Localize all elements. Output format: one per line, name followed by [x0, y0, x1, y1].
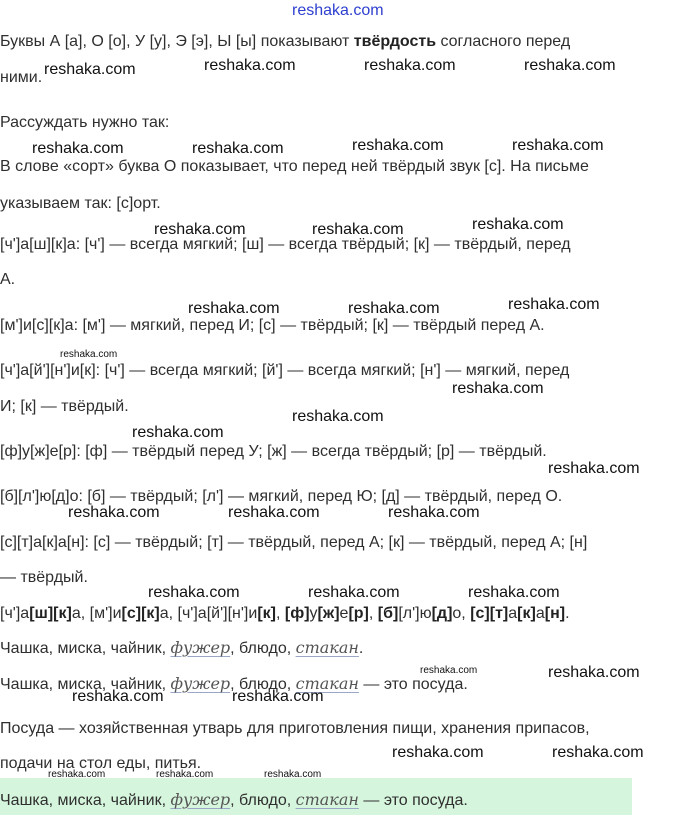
summary-bold-segment: [ж]: [317, 605, 340, 622]
analysis-chaynik-1: [ч']а[й'][н']и[к]: [ч'] — всегда мягкий; [й'] — всегда мягкий; [н'] — мягкий, перед: [0, 362, 570, 379]
watermark[interactable]: reshaka.com: [472, 216, 564, 233]
watermark-top[interactable]: reshaka.com: [292, 2, 384, 19]
watermark-small[interactable]: reshaka.com: [264, 769, 322, 780]
sort-line-2: указываем так: [с]орт.: [0, 195, 161, 212]
analysis-miska: [м']и[с][к]а: [м'] — мягкий, перед И; [с] — твёрдый; [к] — твёрдый перед А.: [0, 317, 545, 334]
answer-text: Чашка, миска, чайник,: [0, 792, 171, 809]
watermark[interactable]: reshaka.com: [552, 744, 644, 761]
intro-line-1: [0, 32, 570, 52]
summary-bold-segment: [д]: [431, 605, 453, 622]
watermark[interactable]: reshaka.com: [44, 61, 136, 78]
watermark[interactable]: reshaka.com: [392, 744, 484, 761]
analysis-bliudo: [б][л']ю[д]о: [б] — твёрдый; [л'] — мягкий, перед Ю; [д] — твёрдый, перед О.: [0, 488, 563, 505]
analysis-chashka-1: [ч']а[ш][к]а: [ч'] — всегда мягкий; [ш] — всегда твёрдый; [к] — твёрдый, перед: [0, 236, 571, 253]
watermark[interactable]: reshaka.com: [228, 504, 320, 521]
intro-bold: твёрдость: [353, 33, 437, 50]
watermark[interactable]: reshaka.com: [468, 584, 560, 601]
summary-bold-segment: [ф]: [284, 605, 310, 622]
summary-segment: ,: [275, 605, 285, 622]
intro-line-2: ними.: [0, 69, 43, 86]
summary-segment: .: [565, 605, 570, 622]
watermark[interactable]: reshaka.com: [312, 221, 404, 238]
summary-bold-segment: [с][т]: [470, 605, 509, 622]
summary-segment: [л']ю: [398, 605, 432, 622]
watermark-small[interactable]: reshaka.com: [420, 665, 478, 676]
summary-segment: а, [ч']а[й'][н']и: [159, 605, 258, 622]
summary-bold-segment: [р]: [348, 605, 369, 622]
words-text: Чашка, миска, чайник,: [0, 640, 171, 657]
watermark[interactable]: reshaka.com: [72, 688, 164, 705]
words-end: .: [358, 640, 364, 657]
analysis-stakan-2: — твёрдый.: [0, 569, 88, 586]
intro-text: Буквы А [а], О [о], У [у], Э [э], Ы [ы] показывают: [0, 33, 354, 50]
summary-segment: у: [309, 605, 318, 622]
watermark[interactable]: reshaka.com: [548, 460, 640, 477]
watermark[interactable]: reshaka.com: [364, 57, 456, 74]
summary-segment: ,: [368, 605, 378, 622]
sentence-text: Чашка, миска, чайник,: [0, 676, 171, 693]
transcription-summary: [0, 604, 570, 624]
sentence-stakan: стакан: [295, 674, 359, 693]
watermark[interactable]: reshaka.com: [204, 57, 296, 74]
summary-segment: а: [535, 605, 545, 622]
watermark[interactable]: reshaka.com: [132, 424, 224, 441]
watermark[interactable]: reshaka.com: [352, 137, 444, 154]
watermark[interactable]: reshaka.com: [232, 688, 324, 705]
summary-bold-segment: [б]: [377, 605, 399, 622]
watermark[interactable]: reshaka.com: [292, 408, 384, 425]
word-fuzher: фужер: [170, 638, 231, 657]
watermark[interactable]: reshaka.com: [512, 137, 604, 154]
sentence-fuzher: фужер: [170, 674, 231, 693]
summary-segment: о,: [452, 605, 471, 622]
watermark[interactable]: reshaka.com: [188, 300, 280, 317]
watermark[interactable]: reshaka.com: [154, 221, 246, 238]
definition-line-2: подачи на стол еды, питья.: [0, 755, 202, 772]
intro-text-2: согласного перед: [436, 33, 571, 50]
watermark-small[interactable]: reshaka.com: [60, 349, 118, 360]
summary-bold-segment: [к]: [517, 605, 536, 622]
reasoning-label: Рассуждать нужно так:: [0, 114, 170, 131]
analysis-fuzher: [ф]у[ж]е[р]: [ф] — твёрдый перед У; [ж] — всегда твёрдый; [р] — твёрдый.: [0, 443, 547, 460]
watermark[interactable]: reshaka.com: [148, 584, 240, 601]
watermark-small[interactable]: reshaka.com: [156, 769, 214, 780]
words-line: [0, 638, 363, 659]
watermark-small[interactable]: reshaka.com: [48, 769, 106, 780]
definition-line-1: Посуда — хозяйственная утварь для приготовления пищи, хранения припасов,: [0, 720, 590, 737]
sentence-end: — это посуда.: [358, 676, 468, 693]
word-stakan: стакан: [295, 638, 359, 657]
watermark[interactable]: reshaka.com: [508, 296, 600, 313]
summary-segment: а, [м']и: [71, 605, 122, 622]
watermark[interactable]: reshaka.com: [308, 584, 400, 601]
watermark[interactable]: reshaka.com: [192, 140, 284, 157]
sort-line-1: В слове «сорт» буква О показывает, что перед ней твёрдый звук [с]. На письме: [0, 158, 589, 175]
watermark[interactable]: reshaka.com: [388, 504, 480, 521]
watermark[interactable]: reshaka.com: [348, 300, 440, 317]
summary-segment: а: [508, 605, 518, 622]
answer-stakan: стакан: [295, 790, 359, 809]
watermark[interactable]: reshaka.com: [548, 664, 640, 681]
summary-bold-segment: [ш][к]: [29, 605, 72, 622]
sentence-text-2: , блюдо,: [230, 676, 296, 693]
summary-segment: е: [339, 605, 349, 622]
summary-bold-segment: [к]: [257, 605, 276, 622]
watermark[interactable]: reshaka.com: [32, 140, 124, 157]
watermark[interactable]: reshaka.com: [524, 57, 616, 74]
analysis-chashka-2: А.: [0, 271, 16, 288]
answer-line: [0, 790, 468, 811]
answer-text-2: , блюдо,: [230, 792, 296, 809]
summary-bold-segment: [н]: [544, 605, 566, 622]
answer-end: — это посуда.: [358, 792, 468, 809]
summary-segment: [ч']а: [0, 605, 30, 622]
words-text-2: , блюдо,: [230, 640, 296, 657]
watermark[interactable]: reshaka.com: [68, 504, 160, 521]
summary-bold-segment: [с][к]: [121, 605, 160, 622]
analysis-stakan-1: [с][т]а[к]а[н]: [с] — твёрдый; [т] — твёрдый, перед А; [к] — твёрдый, перед А; [н]: [0, 534, 588, 551]
watermark[interactable]: reshaka.com: [452, 380, 544, 397]
analysis-chaynik-2: И; [к] — твёрдый.: [0, 398, 129, 415]
answer-fuzher: фужер: [170, 790, 231, 809]
